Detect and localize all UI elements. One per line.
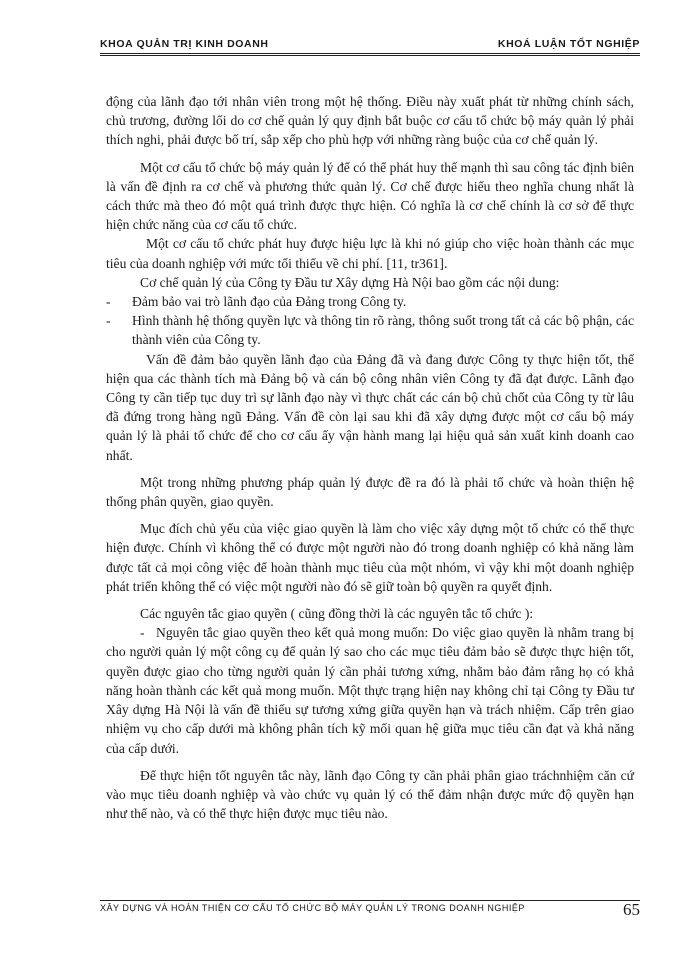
list-item-principle xyxy=(106,623,634,757)
list-item-text: Hình thành hệ thống quyền lực và thông tin rõ ràng, thông suốt trong tất cả các bộ phận, các thành viên của Công ty. xyxy=(132,313,634,348)
dash-mark: - xyxy=(106,313,111,329)
footer-thesis-title: XÂY DỰNG VÀ HOÀN THIỆN CƠ CẤU TỔ CHỨC BỘ MÁY QUẢN LÝ TRONG DOANH NGHIỆP xyxy=(100,903,525,913)
paragraph-continued: động của lãnh đạo tới nhân viên trong một hệ thống. Điều này xuất phát từ những chính sách, chủ trương, đường lối do cơ chế quản lý quy định bắt buộc cơ cấu tổ chức bộ máy quản lý phải thích nghi, phải được bố trí, sắp xếp cho phù hợp với những ràng buộc của cơ chế quản lý. xyxy=(106,94,634,148)
paragraph-delegation-method: Một trong những phương pháp quản lý được đề ra đó là phải tổ chức và hoàn thiện hệ thống phân quyền, giao quyền. xyxy=(106,474,634,510)
running-footer xyxy=(100,900,640,920)
paragraph-party-leadership: Vấn đề đảm bảo quyền lãnh đạo của Đảng đã và đang được Công ty thực hiện tốt, thể hiện qua các thành tích mà Đảng bộ và cán bộ công nhân viên Công ty đã đạt được. Lãnh đạo Công ty cần tiếp tục duy trì sự lãnh đạo này vì thực chất các cán bộ chủ chốt của Công ty từ lâu đã đứng trong hàng ngũ Đảng. Vấn đề còn lại sau khi đã xây dựng được một cơ cấu bộ máy quản lý là phải tổ chức để cho cơ cấu ấy vận hành mang lại hiệu quả sản xuất kinh doanh cao nhất. xyxy=(106,351,634,463)
list-item-text: Nguyên tắc giao quyền theo kết quả mong muốn: Do việc giao quyền là nhằm trang bị cho người quản lý một công cụ để quản lý sao cho các mục tiêu đảm bảo sẽ được thực hiện tốt, quyền được giao cho từng người quản lý cần phải tương xứng, nhằm bảo đảm rằng họ có khả năng hoàn thành các kết quả mong muốn. Một thực trạng hiện nay không chỉ tại Công ty Đầu tư Xây dựng Hà Nội là vấn đề thiếu sự tương xứng giữa quyền hạn và trách nhiệm. Cấp trên giao nhiệm vụ cho cấp dưới mà không phân tích kỹ mối quan hệ giữa mục tiêu cần đạt và khả năng của cấp dưới. xyxy=(106,625,634,756)
list-item-text: Đảm bảo vai trò lãnh đạo của Đảng trong Công ty. xyxy=(132,294,407,310)
paragraph-mechanism-contents: Cơ chế quản lý của Công ty Đầu tư Xây dựng Hà Nội bao gồm các nội dung: xyxy=(140,274,560,290)
page-body xyxy=(106,92,634,823)
list-item xyxy=(106,292,634,311)
paragraph-implementation: Để thực hiện tốt nguyên tắc này, lãnh đạo Công ty cần phải phân giao tráchnhiệm căn cứ vào mục tiêu doanh nghiệp và vào chức vụ quản lý có thể đảm nhận được mức độ quyền hạn như thế nào, và có thể thực hiện được mục tiêu nào. xyxy=(106,767,634,822)
list-item xyxy=(106,311,634,349)
paragraph-delegation-purpose: Mục đích chủ yếu của việc giao quyền là làm cho việc xây dựng một tổ chức có thể thực hiện được. Chính vì không thể có được một người nào đó trong doanh nghiệp có khả năng làm được tất cả mọi công việc để hoàn thành mục tiêu của một nhóm, vì vậy khi một doanh nghiệp phát triển không thể có việc một người nào đó sẽ giữ toàn bộ quyền ra quyết định. xyxy=(106,521,634,594)
header-thesis-type: KHOÁ LUẬN TỐT NGHIỆP xyxy=(497,38,640,50)
paragraph-principles-intro: Các nguyên tắc giao quyền ( cũng đồng thời là các nguyên tắc tổ chức ): xyxy=(140,606,534,622)
header-faculty: KHOA QUẢN TRỊ KINH DOANH xyxy=(100,38,269,50)
page-number: 65 xyxy=(623,900,640,919)
running-header xyxy=(100,38,640,56)
dash-mark: - xyxy=(106,294,111,310)
paragraph-mechanism: Một cơ cấu tổ chức bộ máy quản lý để có thể phát huy thế mạnh thì sau công tác định biên là vấn đề định ra cơ chế và phương thức quản lý. Cơ chế được hiểu theo nghĩa chung nhất là cách thức mà theo đó một quá trình được thực hiện. Có nghĩa là cơ chế chính là cơ sở để thực hiện chức năng của cơ cấu tổ chức. xyxy=(106,159,634,233)
paragraph-effectiveness: Một cơ cấu tổ chức phát huy được hiệu lực là khi nó giúp cho việc hoàn thành các mục tiêu của doanh nghiệp với mức tối thiểu về chi phí. [11, tr361]. xyxy=(106,236,634,271)
dash-mark: - xyxy=(140,625,145,641)
